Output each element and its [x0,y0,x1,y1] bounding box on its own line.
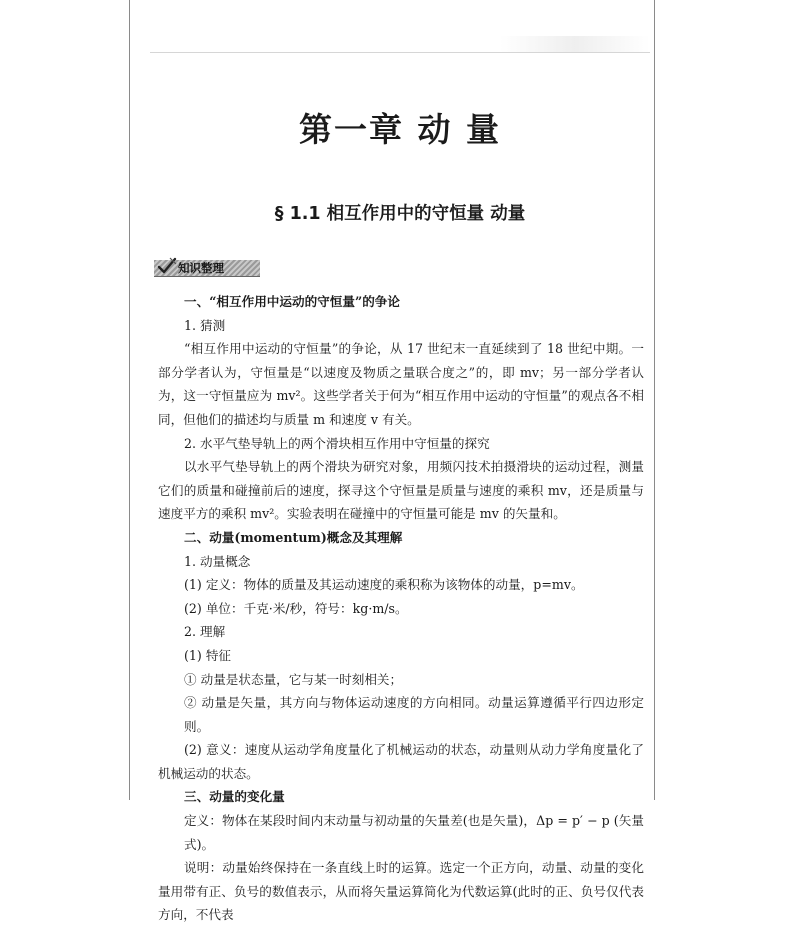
list-item: 定义：物体在某段时间内末动量与初动量的矢量差(也是矢量)，Δp = p′ − p (矢量式)。 [184,813,644,852]
subheading: 2. 理解 [184,624,226,640]
subheading: 1. 猜测 [184,317,226,333]
paragraph: 说明：动量始终保持在一条直线上时的运算。选定一个正方向，动量、动量的变化量用带有正、负号的数值表示，从而将矢量运算简化为代数运算(此时的正、负号仅代表方向，不代表 [158,860,644,923]
paragraph: “相互作用中运动的守恒量”的争论，从 17 世纪末一直延续到了 18 世纪中期。一部分学者认为，守恒量是“以速度及物质之量联合度之”的，即 mv；另一部分学者认为，这一守恒量应为 mv²。这些学者关于何为“相互作用中运动的守恒量”的观点各不相同，但他们的描述均与质量 m 和速度 v 有关。 [158,341,644,427]
list-item: (2) 单位：千克·米/秒，符号：kg·m/s。 [184,600,408,616]
subheading: 2. 水平气垫导轨上的两个滑块相互作用中守恒量的探究 [184,435,490,451]
paragraph: (2) 意义：速度从运动学角度量化了机械运动的状态，动量则从动力学角度量化了机械运动的状态。 [158,742,644,781]
list-item: (1) 特征 [184,647,232,663]
subheading: 1. 动量概念 [184,553,251,569]
section-title: § 1.1 相互作用中的守恒量 动量 [274,204,526,224]
list-item: ① 动量是状态量，它与某一时刻相关； [184,671,403,687]
section-tag [152,256,262,278]
heading-2: 二、动量(momentum)概念及其理解 [184,529,403,545]
list-item: (1) 定义：物体的质量及其运动速度的乘积称为该物体的动量，p=mv。 [184,577,584,593]
heading-3: 三、动量的变化量 [184,789,285,805]
chapter-title: 第一章 动 量 [299,110,501,149]
heading-1: 一、“相互作用中运动的守恒量”的争论 [184,294,400,309]
paragraph: 以水平气垫导轨上的两个滑块为研究对象，用频闪技术拍摄滑块的运动过程，测量它们的质量和碰撞前后的速度，探寻这个守恒量是质量与速度的乘积 mv，还是质量与速度平方的乘积 mv²。实验表明在碰撞中的守恒量可能是 mv 的矢量和。 [158,459,644,522]
body-content [158,290,644,927]
header-band [150,36,650,53]
pen-check-icon [156,256,178,276]
tag-label: 知识整理 [178,261,224,275]
list-item: ② 动量是矢量，其方向与物体运动速度的方向相同。动量运算遵循平行四边形定则。 [184,695,644,734]
